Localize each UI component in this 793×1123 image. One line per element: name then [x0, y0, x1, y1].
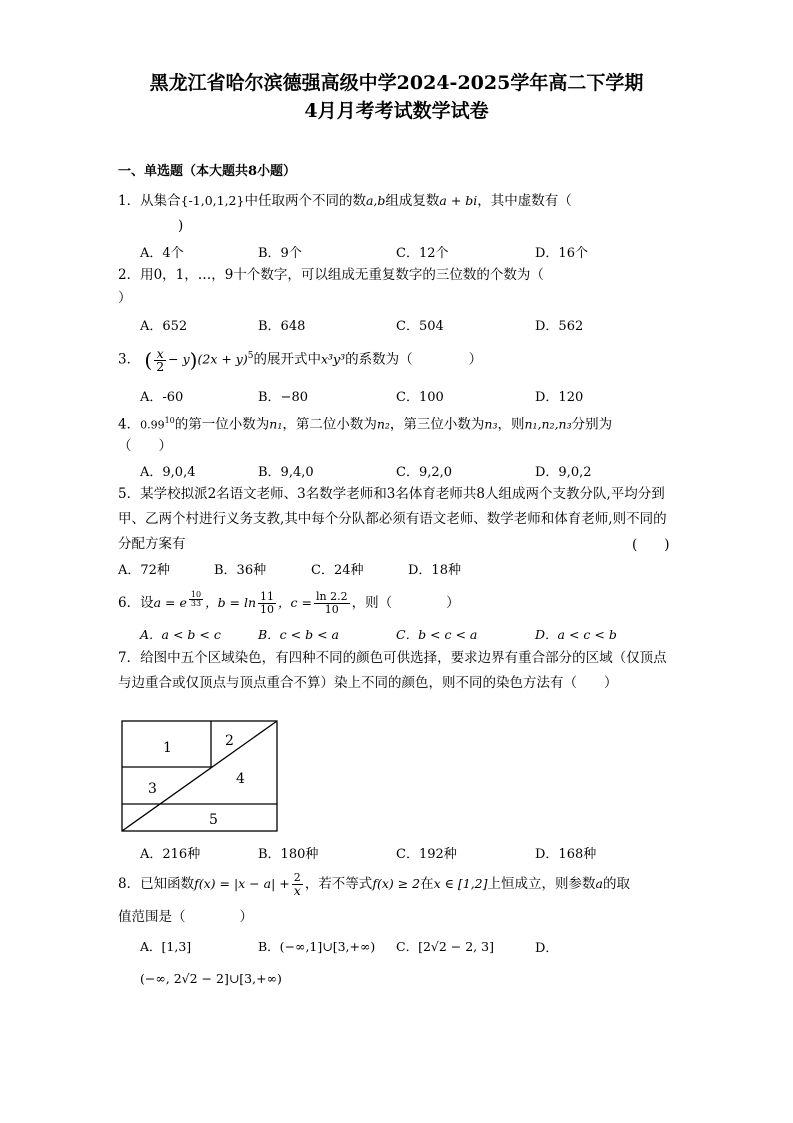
q7-option-d[interactable]: D．168种 — [535, 847, 597, 862]
region-label-2: 2 — [225, 733, 234, 749]
q6-b-den: 10 — [260, 603, 275, 616]
q4-paren: （ ） — [118, 438, 172, 454]
q4-option-d[interactable]: D．9,0,2 — [535, 465, 592, 480]
region-label-1: 1 — [163, 740, 172, 756]
q3-option-c[interactable]: C．100 — [396, 390, 444, 405]
q8-ineq: f(x) ≥ 2 — [372, 876, 421, 891]
coloring-region-diagram — [121, 720, 279, 834]
question-2-stem: 2．用0，1，…，9十个数字，可以组成无重复数字的三位数的个数为（ — [118, 267, 544, 283]
q3-tail2: 的系数为（ — [345, 351, 413, 368]
q2-option-d[interactable]: D．562 — [535, 319, 584, 334]
q3-prefix: 3． — [118, 351, 141, 368]
q3-option-b[interactable]: B．−80 — [258, 390, 308, 405]
question-3-stem: 3． ( $\frac{x}{2}$ − $y)(2x + y)^5$的展开式中x³y³的系数为（ ） — [118, 345, 483, 374]
q3-close: ） — [468, 351, 483, 368]
q6-c-lhs: ，c = — [278, 595, 312, 610]
q4-n1: n₁ — [269, 416, 283, 432]
q6-option-c[interactable]: C．b < c < a — [396, 627, 478, 642]
q3-option-d[interactable]: D．120 — [535, 390, 584, 405]
q4-base: 0.99 — [140, 418, 165, 432]
q8-option-c[interactable]: C．[2√2 − 2, 3] — [396, 939, 494, 954]
question-7-stem: 7．给图中五个区域染色，有四种不同的颜色可供选择，要求边界有重合部分的区域（仅顶点与边重合或仅顶点与顶点重合不算）染上不同的颜色，则不同的染色方法有（ ） — [118, 650, 667, 691]
q8-t4: 的取 — [602, 876, 630, 892]
q7-option-b[interactable]: B．180种 — [258, 847, 319, 862]
q8-option-b[interactable]: B．(−∞,1]∪[3,+∞) — [258, 939, 376, 954]
q6-a-lhs: a = e — [153, 595, 187, 610]
q6-c-den: 10 — [324, 603, 339, 616]
q6-option-a[interactable]: A．a < b < c — [140, 627, 221, 642]
q6-c-num: ln 2.2 — [316, 590, 348, 603]
q1-vars: a,b — [365, 193, 386, 208]
q4-t1: 的第一位小数为 — [174, 416, 270, 433]
q8-option-d-value: (−∞, 2√2 − 2]∪[3,+∞) — [140, 971, 282, 986]
question-4-stem — [118, 411, 612, 436]
q6-prefix: 6．设 — [118, 595, 154, 611]
q4-t3: ，第三位小数为 — [389, 416, 485, 433]
q3-frac-den: 2 — [156, 358, 165, 374]
q8-prefix: 8．已知函数 — [118, 876, 195, 892]
q5-option-c[interactable]: C．24种 — [311, 563, 364, 578]
q6-tail: ，则（ ） — [351, 595, 460, 611]
q8-t2: 在 — [420, 876, 434, 892]
q8-option-d[interactable]: D． — [535, 941, 559, 956]
q8-frac-den: x — [293, 883, 301, 898]
q8-fx: f(x) = |x − a| + — [194, 876, 290, 891]
q4-t4: ，则 — [497, 416, 525, 433]
q7-option-a[interactable]: A．216种 — [140, 847, 201, 862]
q8-line2: 值范围是（ ） — [118, 909, 253, 925]
question-5-stem: 5．某学校拟派2名语文老师、3名数学老师和3名体育老师共8人组成两个支教分队,平均分到甲、乙两个村进行义务支教,其中每个分队都必须有语文老师、数学老师和体育老师,则不同的分配方案有 — [118, 486, 667, 552]
q3-expr-part: − y — [168, 351, 190, 367]
q6-option-b[interactable]: B．c < b < a — [258, 627, 339, 642]
q4-n3: n₃ — [484, 416, 498, 432]
q3-expr-part2: (2x + y) — [197, 351, 248, 367]
q1-option-c[interactable]: C．12个 — [396, 246, 449, 261]
q6-b-lhs: ，b = ln — [205, 595, 257, 610]
q4-t2: ，第二位小数为 — [282, 416, 377, 433]
q3-term: x³y³ — [320, 351, 346, 367]
question-6-stem — [118, 591, 460, 616]
q4-option-a[interactable]: A．9,0,4 — [140, 465, 196, 480]
q6-b-num: 11 — [260, 590, 275, 603]
q8-frac-num: 2 — [292, 872, 303, 885]
q8-t3: 上恒成立，则参数 — [487, 876, 596, 892]
q4-prefix: 4． — [118, 416, 141, 433]
q3-option-a[interactable]: A．-60 — [140, 390, 184, 405]
q1-close-paren: ) — [178, 218, 184, 234]
region-label-5: 5 — [209, 812, 218, 828]
q5-option-a[interactable]: A．72种 — [118, 563, 170, 578]
q6-a-exp-num: 10 — [190, 590, 202, 599]
q4-option-c[interactable]: C．9,2,0 — [396, 465, 453, 480]
q8-option-a[interactable]: A．[1,3] — [140, 939, 192, 954]
q6-a-exp-den: 33 — [190, 599, 202, 608]
q7-option-c[interactable]: C．192种 — [396, 847, 457, 862]
exam-title-line2: 4月月考考试数学试卷 — [304, 100, 489, 122]
section-heading: 一、单选题（本大题共8小题） — [118, 164, 297, 179]
question-8-stem — [118, 872, 630, 897]
q1-option-d[interactable]: D．16个 — [535, 246, 588, 261]
q2-option-a[interactable]: A．652 — [140, 319, 188, 334]
q1-mid: 中任取两个不同的数 — [244, 193, 366, 209]
exam-title-line1: 黑龙江省哈尔滨德强高级中学2024-2025学年高二下学期 — [149, 72, 644, 94]
q1-mid2: 组成复数 — [385, 193, 440, 209]
q8-dom: x ∈ [1,2] — [433, 876, 488, 891]
q1-option-a[interactable]: A．4个 — [140, 246, 184, 261]
q4-option-b[interactable]: B．9,4,0 — [258, 465, 314, 480]
q4-t5: 分别为 — [571, 416, 613, 433]
question-1-stem — [118, 191, 572, 211]
q2-option-b[interactable]: B．648 — [258, 319, 306, 334]
q1-expr: a + bi — [439, 193, 478, 208]
q3-exp: 5 — [247, 351, 254, 361]
q5-option-b[interactable]: B．36种 — [214, 563, 267, 578]
q5-option-d[interactable]: D．18种 — [408, 563, 461, 578]
q4-n2: n₂ — [376, 416, 390, 432]
q1-prefix: 1．从集合 — [118, 193, 181, 209]
q3-frac-num: x — [154, 348, 166, 361]
q1-tail: ，其中虚数有（ — [477, 193, 572, 209]
q8-a: a — [595, 876, 603, 891]
q4-ns: n₁,n₂,n₃ — [524, 416, 572, 432]
region-label-3: 3 — [148, 781, 157, 797]
diagram-diagonal — [122, 721, 277, 831]
q5-paren: ( ) — [632, 537, 670, 553]
q1-option-b[interactable]: B．9个 — [258, 246, 302, 261]
q4-exp: 10 — [164, 416, 175, 425]
q6-option-d[interactable]: D．a < c < b — [535, 627, 617, 642]
q2-close-paren: ） — [118, 290, 132, 306]
q3-tail: 的展开式中 — [253, 351, 321, 368]
region-label-4: 4 — [236, 771, 245, 787]
q1-set: {-1,0,1,2} — [180, 193, 245, 208]
q2-option-c[interactable]: C．504 — [396, 319, 444, 334]
q8-t1: ，若不等式 — [304, 876, 373, 892]
